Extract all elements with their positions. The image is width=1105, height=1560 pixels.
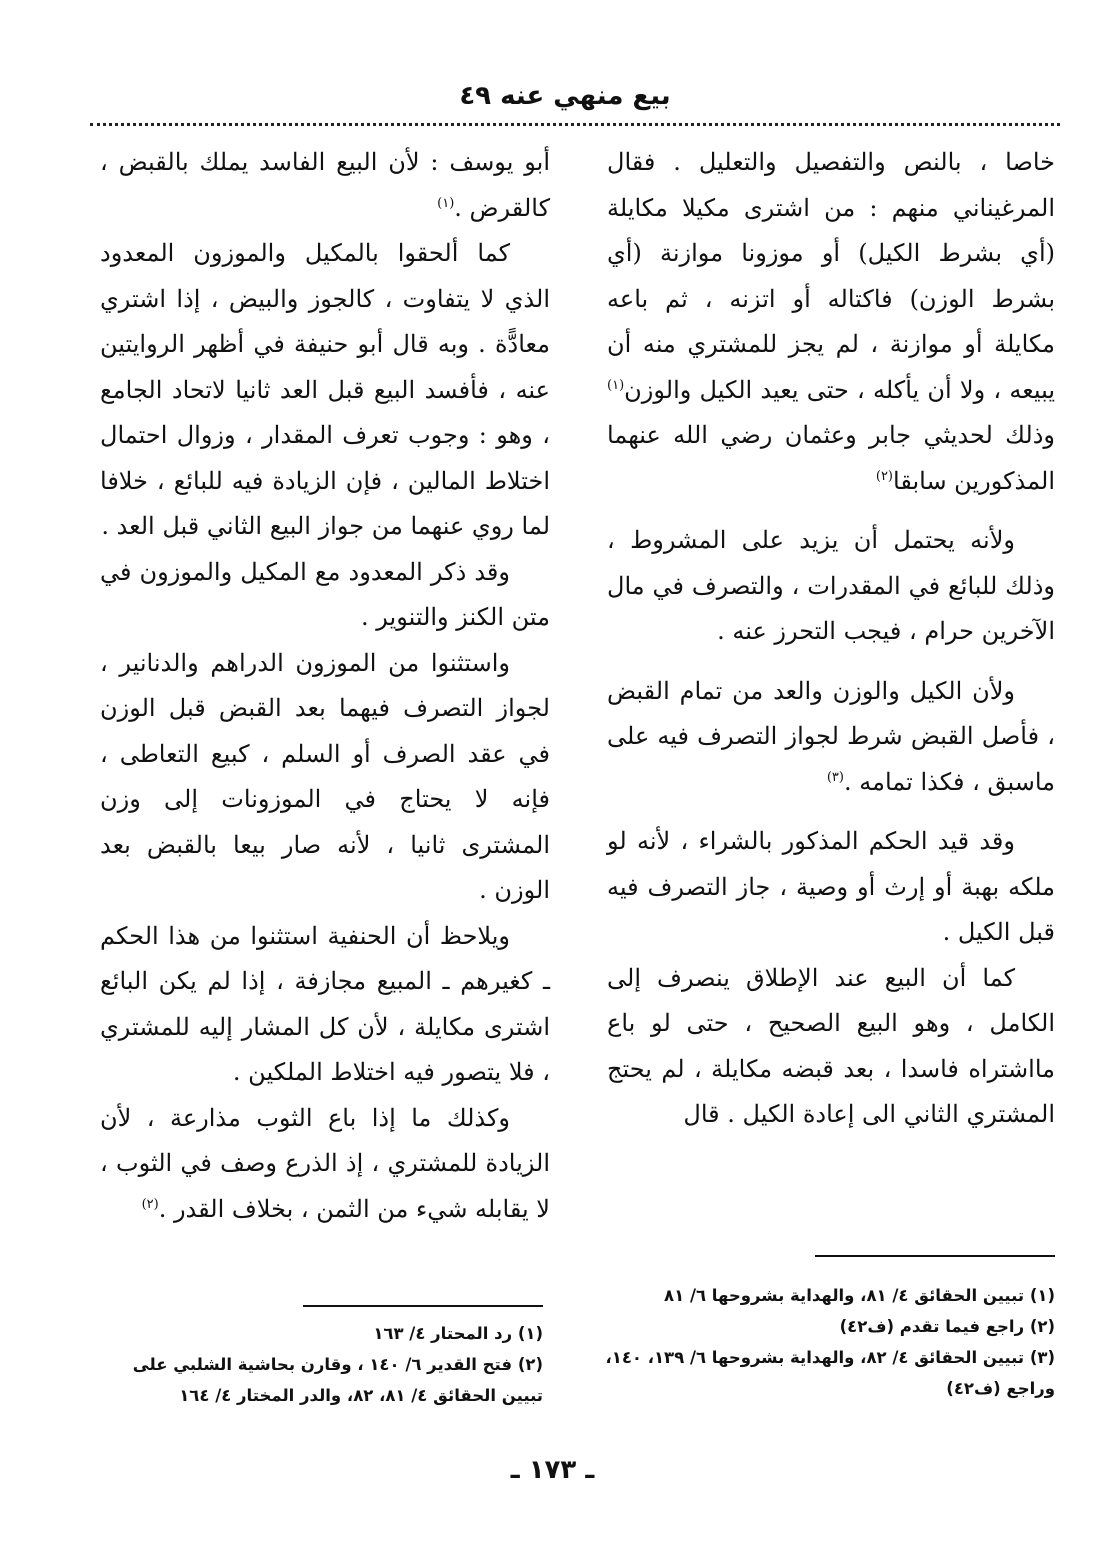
right-column xyxy=(607,140,1055,1138)
right-p1-continued: وذلك لحديثي جابر وعثمان رضي الله عنهما المذكورين سابقا xyxy=(607,421,1055,495)
footnote-item: (٣) تبيين الحقائق ٤/ ٨٢، والهداية بشروحها ٦/ ١٣٩، ١٤٠، وراجع (ف٤٢) xyxy=(605,1348,1055,1398)
footnote-item: (١) تبيين الحقائق ٤/ ٨١، والهداية بشروحها ٦/ ٨١ xyxy=(664,1286,1055,1305)
footnote-ref: (٢) xyxy=(141,1196,159,1212)
left-paragraph-3: وقد ذكر المعدود مع المكيل والموزون في متن الكنز والتنوير . xyxy=(100,557,550,631)
right-p1-text: خاصا ، بالنص والتفصيل والتعليل . فقال المرغيناني منهم : من اشترى مكيلا مكايلة (أي بشرط الكيل) أو موزونا موازنة (أي بشرط الوزن) فاكتاله أو اتزنه ، ثم باعه مكايلة أو موازنة ، لم يجز للمشتري منه أن يبيعه ، ولا أن يأكله ، حتى يعيد الكيل والوزن xyxy=(607,148,1055,404)
footnote-item: (٢) راجع فيما تقدم (ف٤٢) xyxy=(839,1317,1055,1336)
footnote-ref: (٣) xyxy=(826,769,844,785)
footnote-item: (٢) فتح القدير ٦/ ١٤٠ ، وقارن بحاشية الشلبي على تبيين الحقائق ٤/ ٨١، ٨٢، والدر المختار ٤/ ١٦٤ xyxy=(132,1355,543,1405)
left-paragraph-2: كما ألحقوا بالمكيل والموزون المعدود الذي لا يتفاوت ، كالجوز والبيض ، إذا اشتري معادًّة . وبه قال أبو حنيفة في أظهر الروايتين عنه ، فأفسد البيع قبل العد ثانيا لاتحاد الجامع ، وهو : وجوب تعرف المقدار ، وزوال احتمال اختلاط المالين ، فإن الزيادة فيه للبائع ، خلافا لما روي عنهما من جواز البيع الثاني قبل العد . xyxy=(100,239,550,540)
footnotes-right xyxy=(595,1280,1055,1404)
header-dotted-rule xyxy=(90,123,1060,126)
footnote-separator-right xyxy=(815,1255,1055,1257)
footnote-ref: (١) xyxy=(607,377,625,393)
right-paragraph-2: ولأنه يحتمل أن يزيد على المشروط ، وذلك للبائع في المقدرات ، والتصرف في مال الآخرين حرام ، فيجب التحرز عنه . xyxy=(607,526,1055,645)
left-paragraph-6 xyxy=(100,1096,550,1233)
running-header: بيع منهي عنه ٤٩ xyxy=(459,81,671,111)
footnote-separator-left xyxy=(303,1305,543,1307)
footnote-item: (١) رد المحتار ٤/ ١٦٣ xyxy=(373,1324,543,1343)
left-column xyxy=(100,140,550,1232)
footnotes-left xyxy=(91,1318,543,1411)
left-paragraph-1 xyxy=(100,140,550,231)
page-number: ـ ١٧٣ ـ xyxy=(510,1455,595,1485)
right-p3-text: ولأن الكيل والوزن والعد من تمام القبض ، فأصل القبض شرط لجواز التصرف فيه على ماسبق ، فكذا تمامه . xyxy=(607,676,1055,796)
right-paragraph-1 xyxy=(607,140,1055,504)
right-paragraph-5: كما أن البيع عند الإطلاق ينصرف إلى الكامل ، وهو البيع الصحيح ، حتى لو باع مااشتراه فاسدا ، بعد قبضه مكايلة ، لم يحتج المشتري الثاني الى إعادة الكيل . قال xyxy=(607,963,1055,1128)
left-paragraph-4: واستثنوا من الموزون الدراهم والدنانير ، لجواز التصرف فيهما بعد القبض قبل الوزن في عقد الصرف أو السلم ، كبيع التعاطى ، فإنه لا يحتاج في الموزونات إلى وزن المشترى ثانيا ، لأنه صار بيعا بالقبض بعد الوزن . xyxy=(100,648,550,904)
left-p1-text: أبو يوسف : لأن البيع الفاسد يملك بالقبض ، كالقرض . xyxy=(100,148,550,222)
right-paragraph-4: وقد قيد الحكم المذكور بالشراء ، لأنه لو ملكه بهبة أو إرث أو وصية ، جاز التصرف فيه قبل الكيل . xyxy=(607,827,1055,946)
footnote-ref: (٢) xyxy=(875,468,893,484)
left-paragraph-5: ويلاحظ أن الحنفية استثنوا من هذا الحكم ـ كغيرهم ـ المبيع مجازفة ، إذا لم يكن البائع اشترى مكايلة ، لأن كل المشار إليه للمشتري ، فلا يتصور فيه اختلاط الملكين . xyxy=(100,921,550,1086)
footnote-ref: (١) xyxy=(437,195,455,211)
right-paragraph-3 xyxy=(607,669,1055,806)
left-p6-text: وكذلك ما إذا باع الثوب مذارعة ، لأن الزيادة للمشتري ، إذ الذرع وصف في الثوب ، لا يقابله شيء من الثمن ، بخلاف القدر . xyxy=(100,1103,550,1223)
